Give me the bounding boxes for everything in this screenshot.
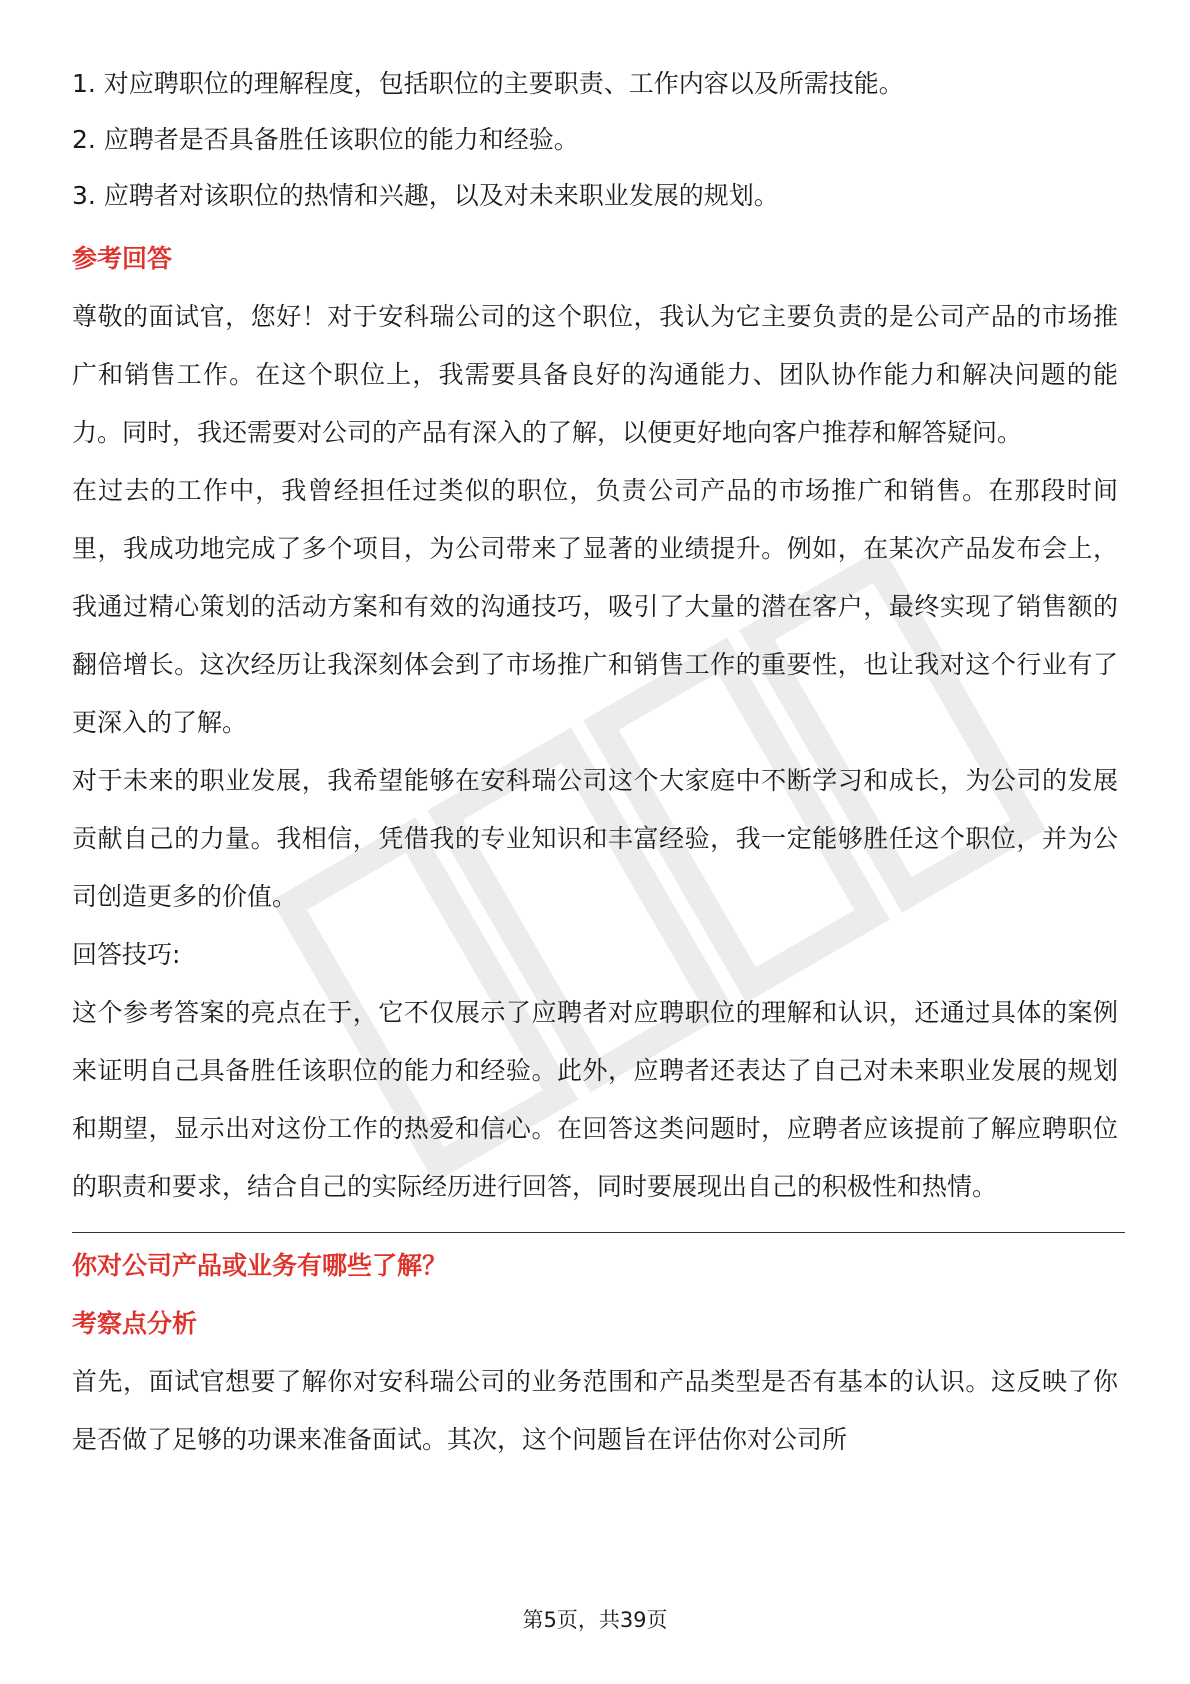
- list-item-3: 3. 应聘者对该职位的热情和兴趣，以及对未来职业发展的规划。: [72, 181, 779, 210]
- analysis-paragraph: 首先，面试官想要了解你对安科瑞公司的业务范围和产品类型是否有基本的认识。这反映了你是否做了足够的功课来准备面试。其次，这个问题旨在评估你对公司所: [72, 1367, 1118, 1454]
- answer-paragraph-1: 尊敬的面试官，您好！对于安科瑞公司的这个职位，我认为它主要负责的是公司产品的市场推广和销售工作。在这个职位上，我需要具备良好的沟通能力、团队协作能力和解决问题的能力。同时，我还需要对公司的产品有深入的了解，以便更好地向客户推荐和解答疑问。: [72, 302, 1118, 447]
- answer-paragraph-3: 对于未来的职业发展，我希望能够在安科瑞公司这个大家庭中不断学习和成长，为公司的发展贡献自己的力量。我相信，凭借我的专业知识和丰富经验，我一定能够胜任这个职位，并为公司创造更多的价值。: [72, 766, 1118, 911]
- question-title: 你对公司产品或业务有哪些了解？: [72, 1251, 448, 1280]
- section-divider: [72, 1232, 1125, 1233]
- tips-paragraph: 这个参考答案的亮点在于，它不仅展示了应聘者对应聘职位的理解和认识，还通过具体的案例来证明自己具备胜任该职位的能力和经验。此外，应聘者还表达了自己对未来职业发展的规划和期望，显示出对这份工作的热爱和信心。在回答这类问题时，应聘者应该提前了解应聘职位的职责和要求，结合自己的实际经历进行回答，同时要展现出自己的积极性和热情。: [72, 998, 1118, 1201]
- document-page: [72, 56, 1118, 1469]
- answer-heading: 参考回答: [72, 244, 173, 273]
- list-item-2: 2. 应聘者是否具备胜任该职位的能力和经验。: [72, 125, 579, 154]
- list-item-1: 1. 对应聘职位的理解程度，包括职位的主要职责、工作内容以及所需技能。: [72, 69, 904, 98]
- answer-paragraph-2: 在过去的工作中，我曾经担任过类似的职位，负责公司产品的市场推广和销售。在那段时间里，我成功地完成了多个项目，为公司带来了显著的业绩提升。例如，在某次产品发布会上，我通过精心策划的活动方案和有效的沟通技巧，吸引了大量的潜在客户，最终实现了销售额的翻倍增长。这次经历让我深刻体会到了市场推广和销售工作的重要性，也让我对这个行业有了更深入的了解。: [72, 476, 1118, 737]
- analysis-heading: 考察点分析: [72, 1309, 198, 1338]
- page-footer: 第5页，共39页: [522, 1608, 668, 1632]
- tips-label: 回答技巧:: [72, 940, 181, 969]
